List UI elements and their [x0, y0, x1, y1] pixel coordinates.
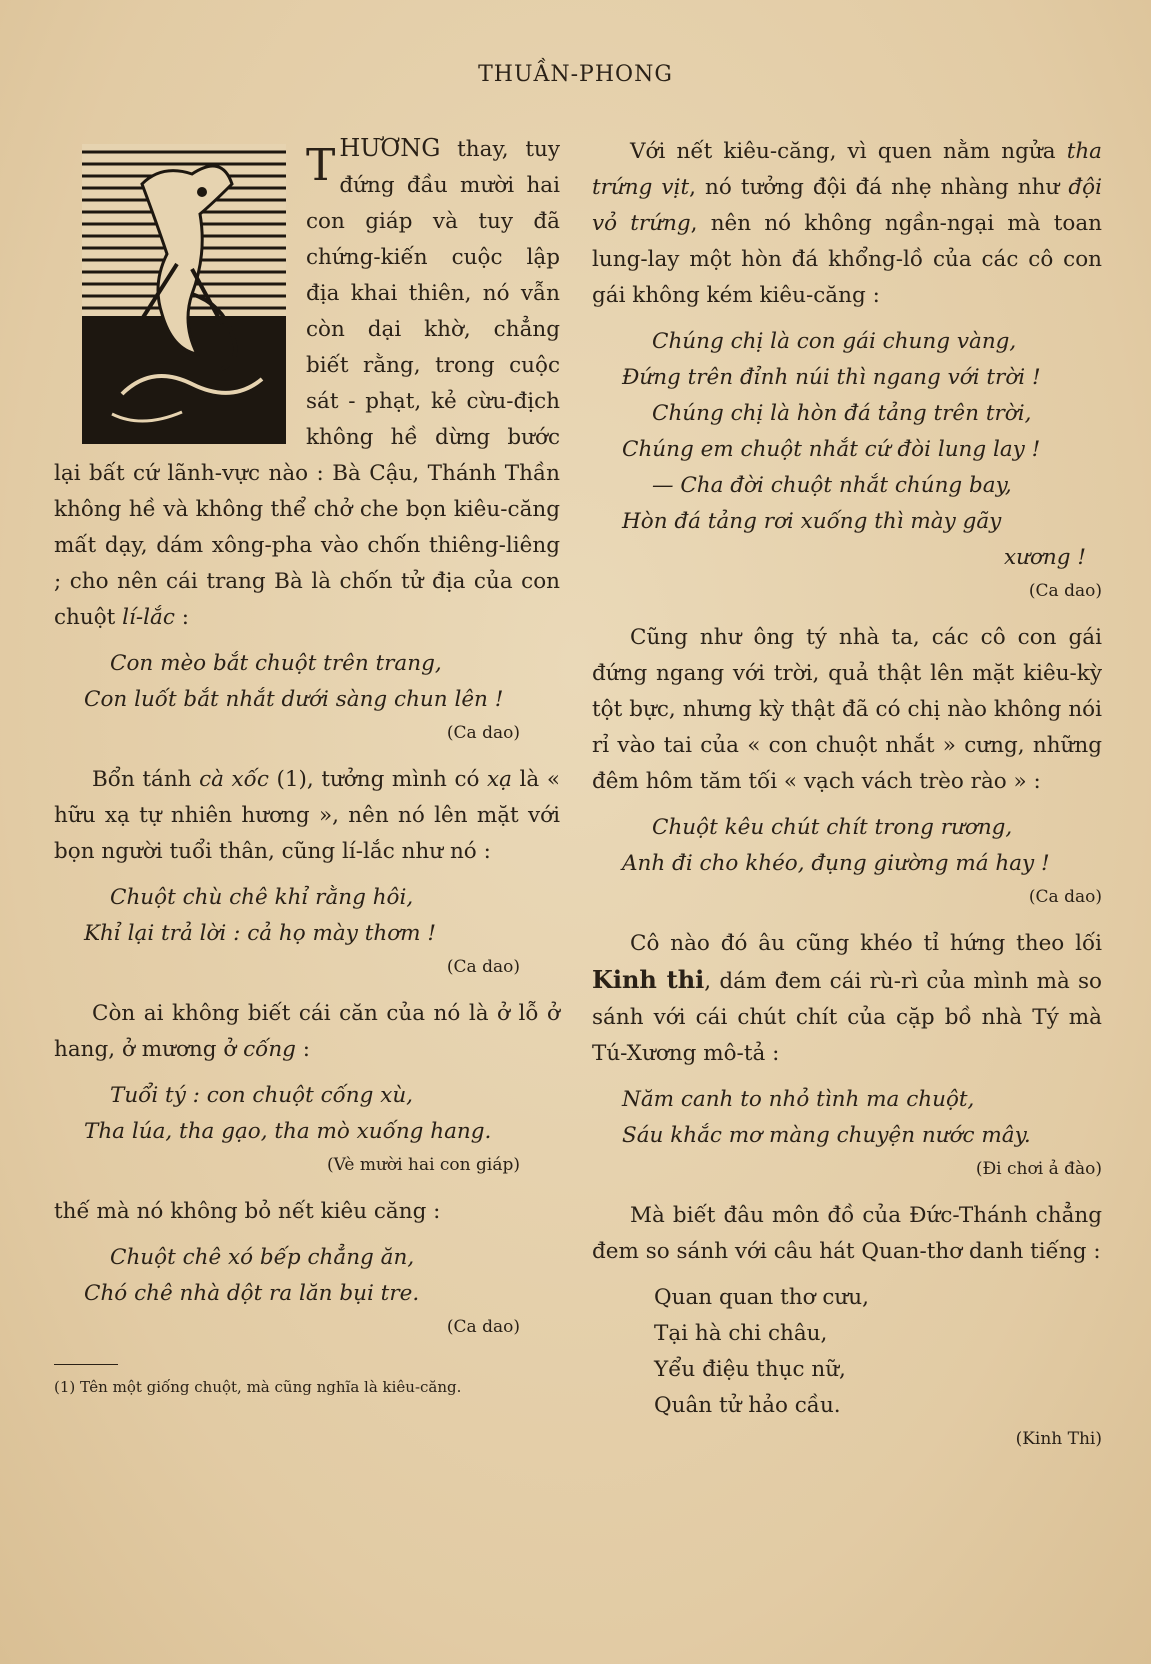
page-header: THUẦN-PHONG	[478, 62, 673, 87]
verse-block: Chuột chê xó bếp chẳng ăn, Chó chê nhà dột ra lăn bụi tre.	[84, 1245, 420, 1306]
verse-block: Quan quan thơ cưu, Tại hà chi châu, Yểu điệu thục nữ, Quân tử hảo cầu.	[654, 1285, 869, 1418]
verse-block: Tuổi tý : con chuột cống xù, Tha lúa, tha gạo, tha mò xuống hang.	[84, 1083, 492, 1144]
paragraph: Với nết kiêu-căng, vì quen nằm ngửa tha trứng vịt, nó tưởng đội đá nhẹ nhàng như đội vỏ trứng, nên nó không ngần-ngại mà toan lung-lay một hòn đá khổng-lồ của các cô con gái không kém kiêu-căng :	[592, 139, 1102, 308]
verse-block: Năm canh to nhỏ tình ma chuột, Sáu khắc mơ màng chuyện nước mây.	[622, 1087, 1031, 1148]
rat-icon	[82, 144, 286, 444]
paragraph: Cô nào đó âu cũng khéo tỉ hứng theo lối Kinh thi, dám đem cái rù-rì của mình mà so sánh với cái chút chít của cặp bồ nhà Tý mà Tú-Xương mô-tả :	[592, 931, 1102, 1066]
paragraph: Còn ai không biết cái căn của nó là ở lỗ ở hang, ở mương ở cống :	[54, 1001, 560, 1062]
paragraph: Cũng như ông tý nhà ta, các cô con gái đứng ngang với trời, quả thật lên mặt kiêu-kỳ tột bực, nhưng kỳ thật đã có chị nào không nói rỉ vào tai của « con chuột nhắt » cưng, những đêm hôm tăm tối « vạch vách trèo rào » :	[592, 625, 1102, 794]
verse-source: (Kinh Thi)	[1015, 1429, 1102, 1449]
verse-source: (Ca dao)	[1028, 581, 1102, 601]
verse-source: (Đi chơi ả đào)	[975, 1159, 1102, 1179]
paragraph: Mà biết đâu môn đồ của Đức-Thánh chẳng đem so sánh với câu hát Quan-thơ danh tiếng :	[592, 1203, 1102, 1264]
verse-source: (Ca dao)	[446, 957, 520, 977]
footnote-divider	[54, 1364, 118, 1365]
paragraph: Bổn tánh cà xốc (1), tưởng mình có xạ là « hữu xạ tự nhiên hương », nên nó lên mặt với bọn người tuổi thân, cũng lí-lắc như nó :	[54, 767, 560, 864]
right-column	[592, 134, 1102, 1468]
verse-block: Chuột kêu chút chít trong rương, Anh đi cho khéo, đụng giường má hay !	[622, 815, 1050, 876]
verse-source: (Ca dao)	[1028, 887, 1102, 907]
verse-block: Con mèo bắt chuột trên trang, Con luốt bắt nhắt dưới sàng chun lên !	[84, 651, 504, 712]
verse-block: Chuột chù chê khỉ rằng hôi, Khỉ lại trả lời : cả họ mày thơm !	[84, 885, 436, 946]
paragraph: thế mà nó không bỏ nết kiêu căng :	[54, 1199, 441, 1224]
left-column	[54, 130, 560, 1401]
verse-source: (Ca dao)	[446, 723, 520, 743]
verse-block: Chúng chị là con gái chung vàng, Đứng trên đỉnh núi thì ngang với trời ! Chúng chị là hòn đá tảng trên trời, Chúng em chuột nhắt cứ đòi lung lay ! — Cha đời chuột nhắt chúng bay, Hòn đá tảng rơi xuống thì mày gãy xương !	[622, 329, 1086, 570]
drop-cap: T	[306, 140, 336, 191]
footnote: (1) Tên một giống chuột, mà cũng nghĩa là kiêu-căng.	[54, 1378, 462, 1396]
verse-source: (Ca dao)	[446, 1317, 520, 1337]
verse-source: (Vè mười hai con giáp)	[327, 1155, 520, 1175]
opening-paragraph: THƯƠNG thay, tuy đứng đầu mười hai con giáp và tuy đã chứng-kiến cuộc lập địa khai thiên, nó vẫn còn dại khờ, chẳng biết rằng, trong cuộc sát - phạt, kẻ cừu-địch không hề dừng bước lại bất cứ lãnh-vực nào : Bà Cậu, Thánh Thần không hề và không thể chở che bọn kiêu-căng mất dạy, dám xông-pha vào chốn thiêng-liêng ; cho nên cái trang Bà là chốn tử địa của con chuột lí-lắc :	[54, 134, 560, 630]
rat-illustration	[82, 144, 286, 444]
